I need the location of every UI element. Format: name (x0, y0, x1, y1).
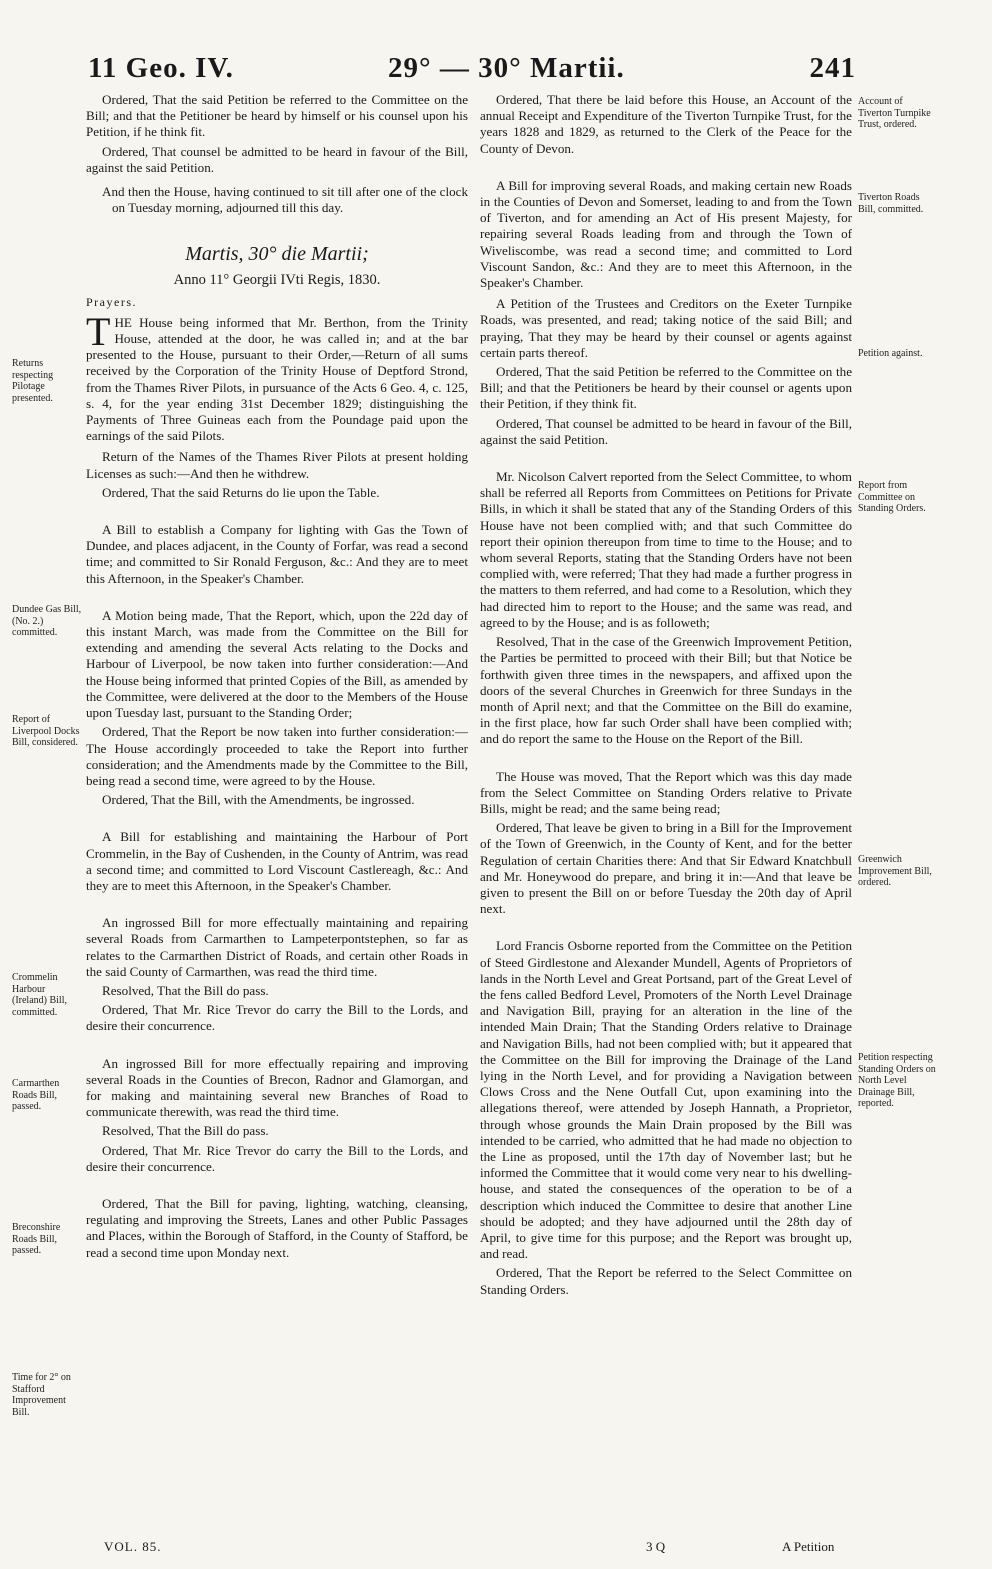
tiverton-account-paragraph: Ordered, That there be laid before this House, an Account of the annual Receipt and Expenditure of the Tiverton Turnpike Trust, for the years 1828 and 1829, as returned to the Clerk of the Peace for the County of Devon. (480, 92, 852, 156)
carmarthen-paragraph: An ingrossed Bill for more effectually maintaining and repairing several Roads from Carmarthen to Lampeterpontstephen, so far as relates to the Carmarthen District of Roads, and certain other Roads in the said County of Carmarthen, was read the third time. (86, 915, 468, 979)
margin-note-carmarthen: Carmarthen Roads Bill, passed. (12, 1078, 60, 1112)
dundee-paragraph: A Bill to establish a Company for lighting with Gas the Town of Dundee, and places adjacent, in the County of Forfar, was read a second time; and committed to Sir Ronald Ferguson, &c.: And they are to meet this Afternoon, in the Speaker's Chamber. (86, 522, 468, 586)
left-column (86, 92, 468, 1266)
margin-note-standing-orders: Report from Committee on Standing Orders. (858, 480, 926, 514)
margin-note-greenwich: Greenwich Improvement Bill, ordered. (858, 854, 932, 888)
margin-note-stafford: Time for 2° on Stafford Improvement Bill. (12, 1372, 71, 1418)
paragraph: Return of the Names of the Thames River Pilots at present holding Licenses as such:—And then he withdrew. (86, 449, 468, 481)
margin-note-tiverton-bill: Tiverton Roads Bill, committed. (858, 192, 924, 215)
running-header (88, 52, 856, 92)
margin-note-drainage: Petition respecting Standing Orders on North Level Drainage Bill, reported. (858, 1052, 936, 1109)
margin-note-returns: Returns respecting Pilotage presented. (12, 358, 54, 404)
crommelin-paragraph: A Bill for establishing and maintaining the Harbour of Port Crommelin, in the Bay of Cushenden, in the County of Antrim, was read a second time; and committed to Lord Viscount Castlereagh, &c.: And they are to meet this Afternoon, in the Speaker's Chamber. (86, 829, 468, 893)
paragraph: Ordered, That counsel be admitted to be heard in favour of the Bill, against the said Petition. (86, 143, 468, 175)
paragraph: Resolved, That the Bill do pass. (102, 1123, 269, 1139)
paragraph: Ordered, That leave be given to bring in a Bill for the Improvement of the Town of Greenwich, in the County of Kent, and for the better Regulation of certain Charities there: And that Sir Edward Knatchbull and Mr. Honeywood do prepare, and bring it in:—And that leave be given to present the Bill on or before Tuesday the 20th day of April next. (480, 820, 852, 917)
paragraph: Resolved, That the Bill do pass. (102, 982, 269, 998)
paragraph: Ordered, That the Report be now taken into further consideration:—The House accordingly proceeded to take the Report into further consideration; and the Amendments made by the Committee to the Bill, being read a second time, were agreed to by the House. (86, 724, 468, 788)
page-number: 241 (809, 52, 856, 84)
paragraph: Ordered, That the Report be referred to the Select Committee on Standing Orders. (480, 1265, 852, 1297)
paragraph: Ordered, That counsel be admitted to be heard in favour of the Bill, against the said Petition. (480, 415, 852, 447)
year-line: Anno 11° Georgii IVti Regis, 1830. (173, 272, 381, 289)
standing-orders-paragraph: Mr. Nicolson Calvert reported from the Select Committee, to whom shall be referred all Reports from Committees on Petitions for Private Bills, in which it shall be stated that any of the Standing Orders of this House have not been complied with; and that such Committee do report their opinion thereupon from time to time to the House; and to whom several Reports, stating that the Standing Orders have not been complied with, were referred; That they had made a further progress in the matters to them referred, and had come to a Resolution, which they had directed him to report to the House; and the same was read, and agreed to by the House; and is as followeth; (480, 469, 852, 630)
header-regnal-year: 11 Geo. IV. (88, 52, 234, 84)
margin-note-dundee: Dundee Gas Bill, (No. 2.) committed. (12, 604, 82, 638)
paragraph: Ordered, That the said Petition be referred to the Committee on the Bill; and that the Petitioner be heard by himself or his counsel upon his Petition, if he think fit. (86, 92, 468, 140)
brecon-paragraph: An ingrossed Bill for more effectually repairing and improving several Roads in the Counties of Brecon, Radnor and Glamorgan, and for making and maintaining several new Branches of Road to communicate therewith, was read the third time. (86, 1055, 468, 1120)
margin-note-tiverton-account: Account of Tiverton Turnpike Trust, ordered. (858, 96, 931, 130)
paragraph: Ordered, That the Bill, with the Amendments, be ingrossed. (102, 792, 415, 808)
drainage-paragraph: Lord Francis Osborne reported from the Committee on the Petition of Steed Girdlestone and Alexander Mundell, Agents of Proprietors of lands in the North Level and Great Portsand, part of the Great Level of the fens called Bedford Level, Promoters of the North Level Drainage and Navigation Bill, praying for an alteration in the line of the intended Main Drain; That the Standing Orders relative to Drainage and Navigation Bills, had not been complied with; but it appeared that the Committee on the Bill for improving the Drainage of the Land lying in the North Level, and for providing a Navigation between Clows Cross and the Nene Outfall Cut, upon examining into the allegations thereof, were attended by Joseph Hannath, a Proprietor, through whose grounds the Main Drain proposed by the Bill was intended to be carried, who admitted that he had made no objection to the Line as proposed, until the 17th day of November last; but he informed the Committee that it would come very near to his dwelling-house, and stated the consequences of the operation to be of a description which induced the Committee to desire that another Line should be adopted; and they have adjourned until the 28th day of April, to give time for this purpose; and the Report was brought up, and read. (480, 938, 852, 1262)
paragraph: Ordered, That the said Petition be referred to the Committee on the Bill; and that the Petitioners be heard by their counsel or agents upon their Petition, if they think fit. (480, 364, 852, 412)
stafford-paragraph: Ordered, That the Bill for paving, lighting, watching, cleansing, regulating and improving the Streets, Lanes and other Public Passages and Places, within the Borough of Stafford, in the County of Stafford, be read a second time upon Monday next. (86, 1195, 468, 1260)
margin-note-crommelin: Crommelin Harbour (Ireland) Bill, committed. (12, 972, 67, 1018)
catchword: A Petition (782, 1539, 835, 1554)
margin-note-petition-against: Petition against. (858, 348, 923, 359)
signature-mark: 3 Q (646, 1539, 666, 1554)
greenwich-paragraph: The House was moved, That the Report which was this day made from the Select Committee on Standing Orders relative to Private Bills, might be read; and the same being read; (480, 768, 852, 816)
paragraph: Ordered, That the said Returns do lie upon the Table. (102, 484, 380, 500)
drop-capital: T (86, 308, 111, 354)
prayers-heading: Prayers. (86, 294, 137, 309)
volume-label: VOL. 85. (104, 1539, 162, 1554)
paragraph: Ordered, That Mr. Rice Trevor do carry the Bill to the Lords, and desire their concurrence. (86, 1002, 468, 1034)
tiverton-bill-paragraph: A Bill for improving several Roads, and making certain new Roads in the Counties of Devon and Somerset, leading to and from the Town of Tiverton, and for amending an Act of His present Majesty, for repairing several Roads leading from and through the Town of Wiveliscombe, was read a second time; and committed to Lord Viscount Sandon, &c.: And they are to meet this Afternoon, in the Speaker's Chamber. (480, 177, 852, 291)
margin-note-liverpool: Report of Liverpool Docks Bill, considered. (12, 714, 80, 748)
paragraph: Resolved, That in the case of the Greenwich Improvement Petition, the Parties be permitted to proceed with their Bill; but that Notice be forthwith given three times in the newspapers, and affixed upon the doors of the several Churches in Greenwich for three Sundays in the month of April next; and that the Committee on the Bill do examine, in the first place, how far such Order shall have been complied with; and do report the same to the House on the Report of the Bill. (480, 634, 852, 747)
liverpool-paragraph: A Motion being made, That the Report, which, upon the 22d day of this instant March, was made from the Committee on the Bill for extending and amending the several Acts relating to the Docks and Harbour of Liverpool, be now taken into further consideration:—And the House being informed that printed Copies of the Bill, as amended by the Committee, were delivered at the door to the Members of the House upon Tuesday last, pursuant to the Standing Order; (86, 607, 468, 721)
paragraph: Ordered, That Mr. Rice Trevor do carry the Bill to the Lords, and desire their concurrence. (86, 1142, 468, 1174)
right-column (480, 92, 852, 1303)
day-heading: Martis, 30° die Martii; (185, 243, 369, 266)
returns-paragraph (86, 308, 468, 445)
margin-note-brecon: Breconshire Roads Bill, passed. (12, 1222, 61, 1256)
petition-paragraph: A Petition of the Trustees and Creditors on the Exeter Turnpike Roads, was presented, and read; taking notice of the said Bill; and praying, That they may be heard by their counsel or agents against certain parts thereof. (480, 296, 852, 360)
header-date: 29° — 30° Martii. (388, 52, 625, 84)
returns-text: HE House being informed that Mr. Berthon, from the Trinity House, attended at the door, he was called in; and at the bar presented to the House, pursuant to their Order,—Return of all sums received by the Corporation of the Trinity House of Deptford Strond, from the Thames River Pilots, in pursuance of the Acts 6 Geo. 4, c. 125, s. 4, for the year ending 31st December 1829; distinguishing the Payments of Three Guineas each from the Poundage paid upon the earnings of the said Pilots. (86, 314, 468, 444)
adjournment-paragraph: And then the House, having continued to sit till after one of the clock on Tuesday morning, adjourned till this day. (102, 184, 468, 216)
